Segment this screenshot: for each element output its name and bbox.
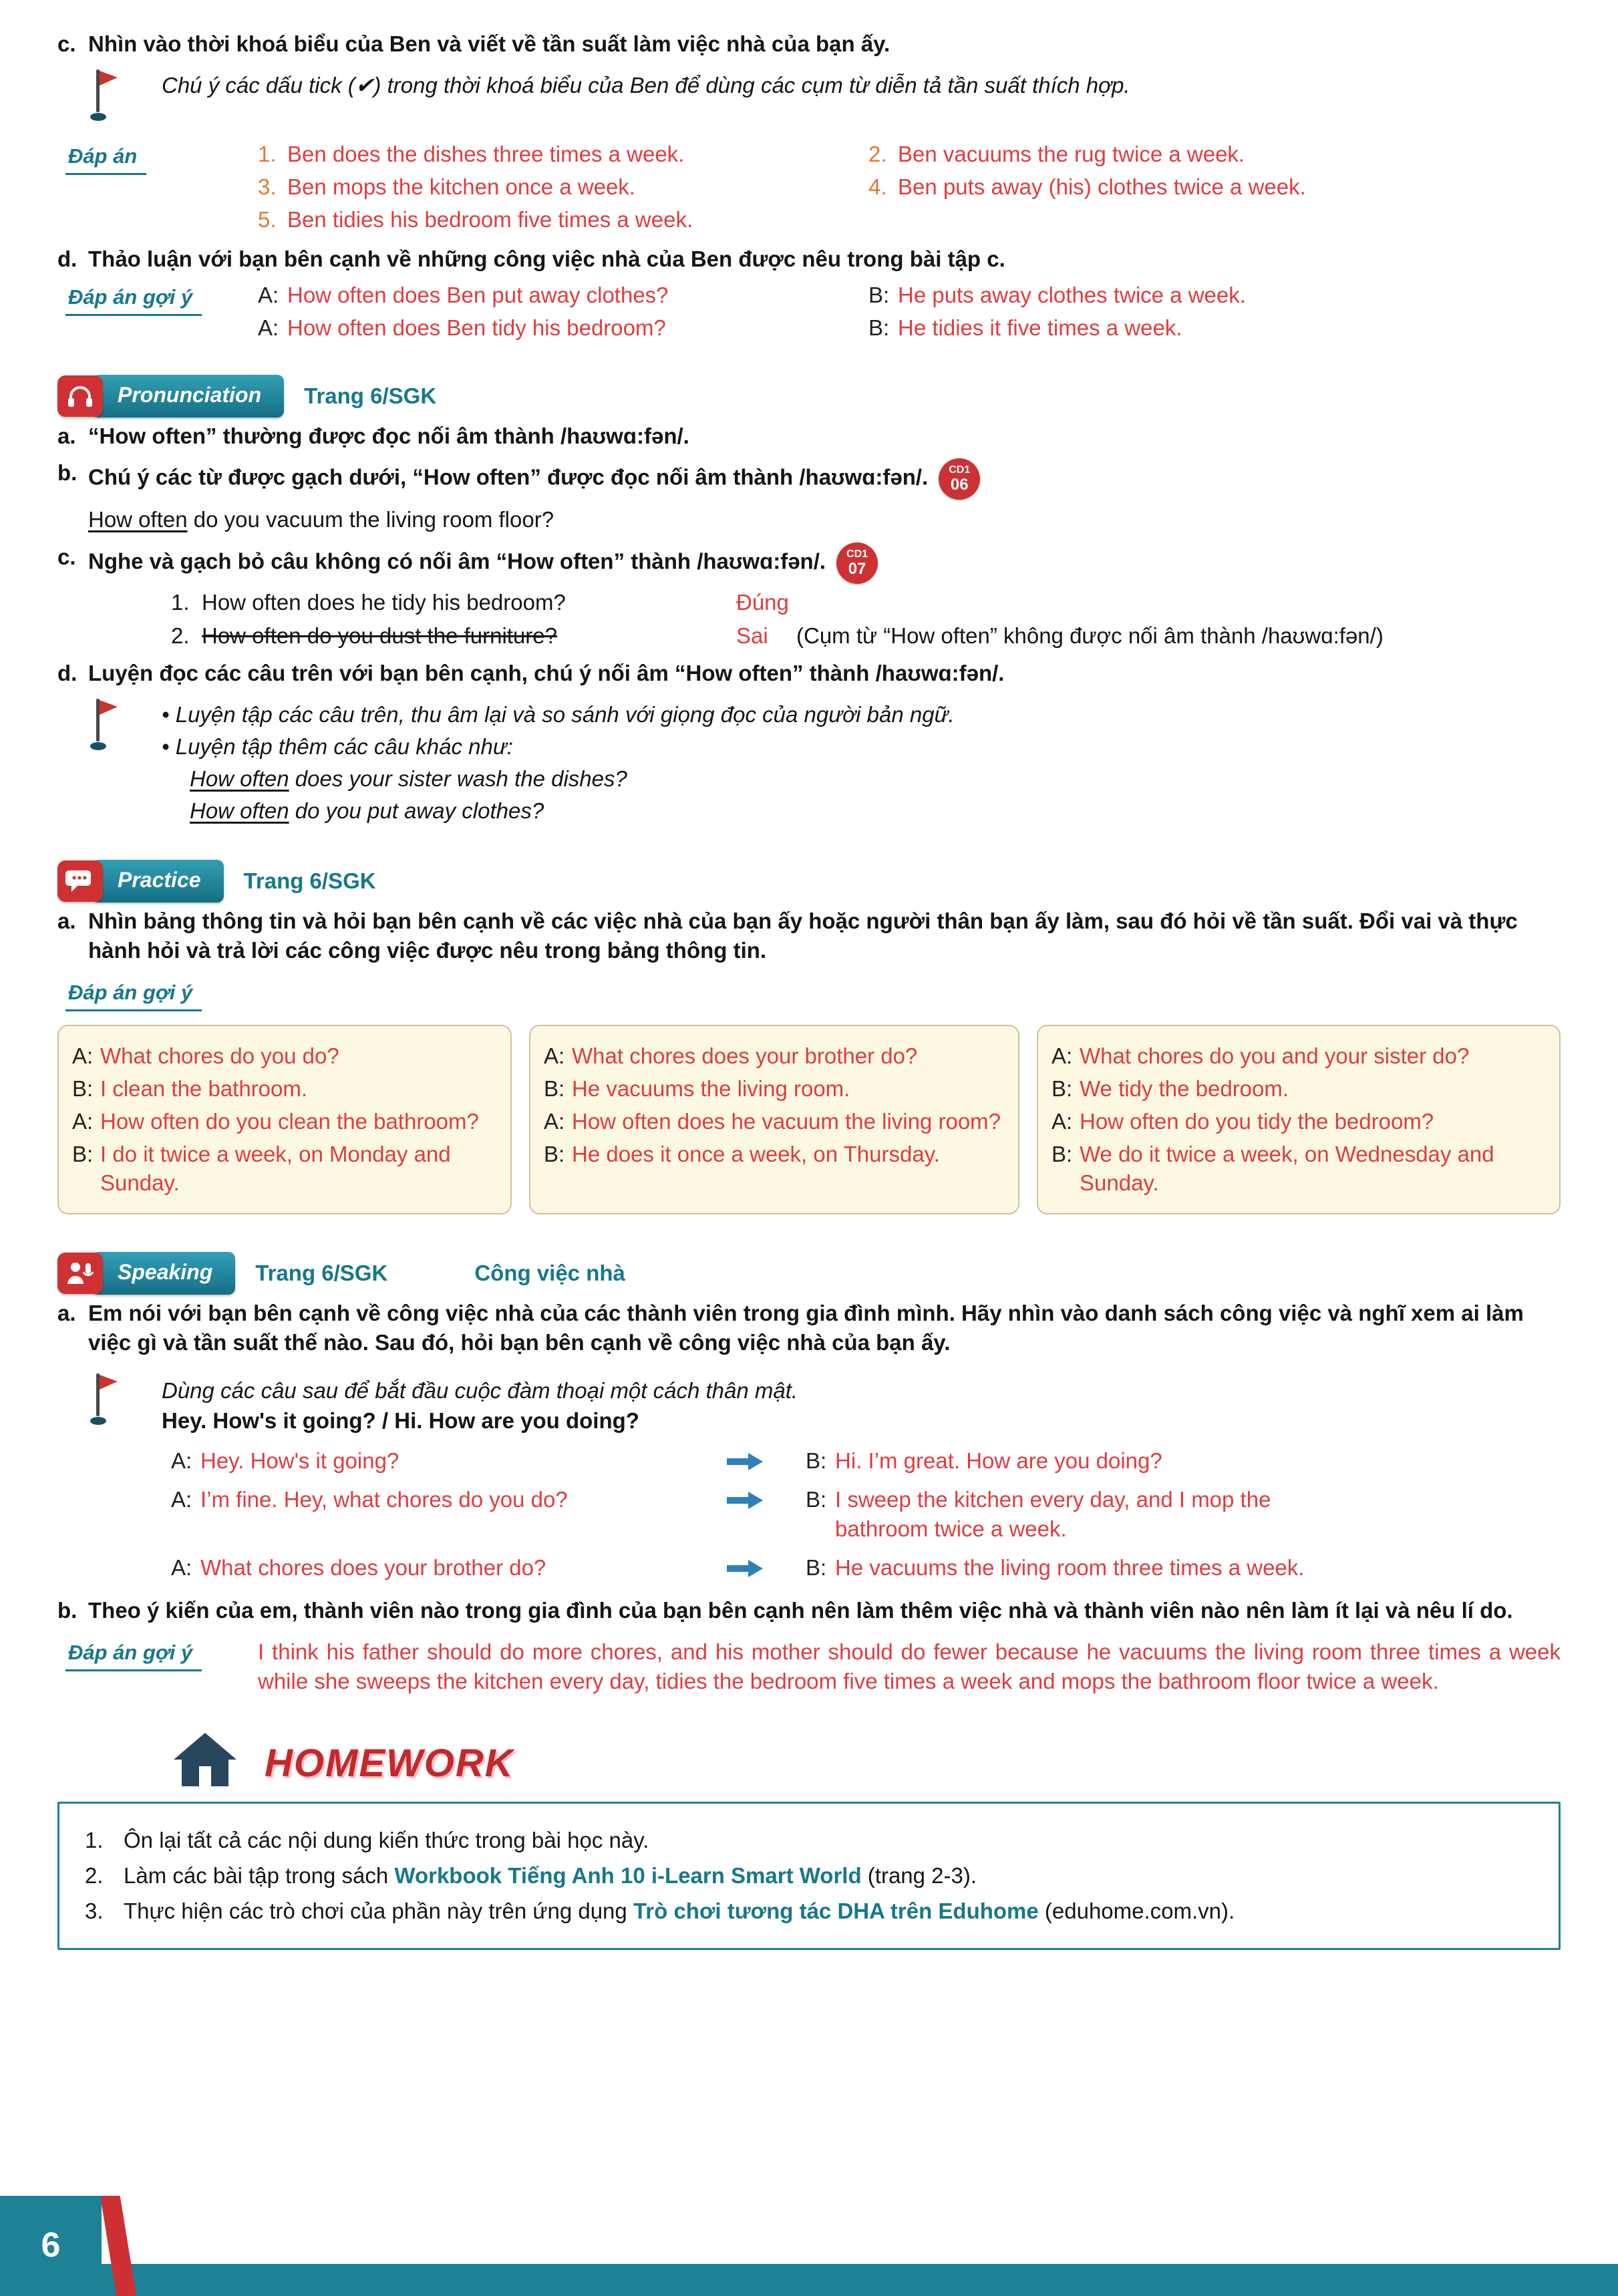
dialogue-box	[529, 1025, 1019, 1214]
suggested-answer-text: I think his father should do more chores, and his mother should do fewer because he vacuums the living room three times a week while she sweeps the kitchen every day, tidies the bedroom five times a week and mops the bathroom floor twice a week.	[258, 1639, 1561, 1693]
pron-item-c-text: Nghe và gạch bỏ câu không có nối âm “How often” thành /haʊwɑ:fən/. CD1 07	[88, 542, 1561, 584]
headphones-icon	[57, 375, 103, 417]
pron-item-b-text: Chú ý các từ được gạch dưới, “How often” được đọc nối âm thành /haʊwɑ:fən/. CD1 06	[88, 458, 1561, 500]
speaking-dialogue	[171, 1446, 1561, 1583]
homework-item: 2. Làm các bài tập trong sách Workbook Tiếng Anh 10 i-Learn Smart World (trang 2-3).	[85, 1861, 1533, 1891]
suggested-answer-label: Đáp án gợi ý	[57, 281, 258, 316]
pron-item-a: a. “How often” thường được đọc nối âm thành /haʊwɑ:fən/.	[57, 423, 689, 448]
tip-italic: Dùng các câu sau để bắt đầu cuộc đàm thoại một cách thân mật.	[162, 1377, 798, 1403]
tip-body	[162, 1369, 798, 1436]
dialogue-line: B: We do it twice a week, on Wednesday and Sunday.	[1051, 1141, 1494, 1196]
tip-example: How often does your sister wash the dishes?	[190, 766, 627, 791]
homework-item: 3. Thực hiện các trò chơi của phần này trên ứng dụng Trò chơi tương tác DHA trên Eduhome (eduhome.com.vn).	[85, 1897, 1533, 1926]
dialogue-b: B: Hi. I’m great. How are you doing?	[806, 1448, 1162, 1474]
practice-header	[57, 860, 1561, 903]
dialogue-boxes	[57, 1025, 1561, 1214]
speaking-tip	[87, 1369, 1561, 1436]
listening-item: 2. How often do you dust the furniture? Sai (Cụm từ “How often” không được nối âm thành /haʊwɑ:fən/)	[171, 621, 1561, 651]
speaking-suggested-answer	[57, 1636, 1561, 1696]
homework-header	[172, 1732, 1561, 1795]
right-arrow-icon	[725, 1446, 806, 1476]
suggested-answer-label: Đáp án gợi ý	[57, 1636, 258, 1671]
answer: B: He tidies it five times a week.	[868, 315, 1182, 341]
cd-track-icon: CD1 07	[836, 542, 878, 584]
footer-bar	[0, 2264, 1618, 2296]
dialogue-line: B: He does it once a week, on Thursday.	[544, 1141, 940, 1166]
answer-item: 4. Ben puts away (his) clothes twice a week.	[868, 174, 1306, 199]
flag-icon	[87, 65, 122, 130]
section-title: Nhìn vào thời khoá biểu của Ben và viết về tần suất làm việc nhà của bạn ấy.	[88, 31, 891, 56]
tip-example: How often do you put away clothes?	[190, 798, 544, 823]
qa-grid	[258, 281, 1561, 343]
chat-bubble-icon	[57, 860, 103, 902]
note-text: Chú ý các dấu tick (✔) trong thời khoá biểu của Ben để dùng các cụm từ diễn tả tần suất thích hợp.	[162, 72, 1130, 98]
dialogue-line: B: I clean the bathroom.	[72, 1076, 308, 1101]
pron-item-d: d. Luyện đọc các câu trên với bạn bên cạnh, chú ý nối âm “How often” thành /haʊwɑ:fən/.	[57, 661, 1005, 686]
page-reference: Trang 6/SGK	[304, 383, 437, 408]
section-d-heading	[57, 244, 1561, 274]
section-c-note	[87, 65, 1561, 130]
practice-item-a: a. Nhìn bảng thông tin và hỏi bạn bên cạnh về các việc nhà của bạn ấy hoặc người thân bạn ấy làm, sau đó hỏi về tần suất. Đổi vai và thực hành hỏi và trả lời các công việc được nêu trong bảng thông tin.	[57, 908, 1518, 963]
pron-item-b: b. Chú ý các từ được gạch dưới, “How often” được đọc nối âm thành /haʊwɑ:fən/. CD1 06	[57, 458, 1561, 500]
homework-item-text: Làm các bài tập trong sách Workbook Tiếng Anh 10 i-Learn Smart World (trang 2-3).	[124, 1863, 977, 1889]
cd-track-icon: CD1 06	[939, 458, 980, 500]
person-mic-icon	[57, 1253, 103, 1294]
dialogue-line: B: We tidy the bedroom.	[1051, 1076, 1289, 1101]
answer: B: He puts away clothes twice a week.	[868, 283, 1246, 308]
dialogue-b: B: He vacuums the living room three times a week.	[806, 1554, 1305, 1580]
answers-grid	[258, 140, 1561, 234]
section-badge: Pronunciation	[92, 375, 284, 418]
lesson-topic: Công việc nhà	[474, 1261, 625, 1286]
speaking-item-b: b. Theo ý kiến của em, thành viên nào trong gia đình của bạn bên cạnh nên làm thêm việc nhà và thành viên nào nên làm ít lại và nêu lí do.	[57, 1597, 1513, 1623]
homework-title: HOMEWORK	[265, 1742, 514, 1786]
right-arrow-icon	[725, 1485, 806, 1544]
section-c-answers	[57, 140, 1561, 234]
dialogue-box	[57, 1025, 512, 1214]
answer-item: 5. Ben tidies his bedroom five times a week.	[258, 206, 693, 232]
section-badge: Speaking	[92, 1252, 235, 1295]
dialogue-line: A: How often do you clean the bathroom?	[72, 1108, 479, 1134]
dialogue-line: A: What chores does your brother do?	[544, 1043, 918, 1068]
section-c-heading	[57, 29, 1561, 59]
suggested-answer-label: Đáp án gợi ý	[57, 977, 1561, 1011]
dialogue-line: A: How often do you tidy the bedroom?	[1051, 1108, 1434, 1134]
page-reference: Trang 6/SGK	[243, 868, 376, 894]
dialogue-line: B: He vacuums the living room.	[544, 1076, 850, 1101]
flag-icon	[87, 1369, 122, 1434]
listening-item: 1. How often does he tidy his bedroom? Đúng	[171, 590, 789, 615]
dialogue-a: A: Hey. How's it going?	[171, 1448, 399, 1474]
tip-item: • Luyện tập các câu trên, thu âm lại và so sánh với giọng đọc của người bản ngữ.	[162, 701, 955, 727]
practice-tips	[87, 695, 1561, 826]
answer-item: 1. Ben does the dishes three times a week.	[258, 141, 685, 166]
pron-item-c: c. Nghe và gạch bỏ câu không có nối âm “How often” thành /haʊwɑ:fən/. CD1 07	[57, 542, 1561, 584]
pron-example-sentence: How often do you vacuum the living room floor?	[88, 507, 554, 532]
tip-bold: Hey. How's it going? / Hi. How are you doing?	[162, 1408, 639, 1434]
question: A: How often does Ben tidy his bedroom?	[258, 315, 666, 341]
tip-item: • Luyện tập thêm các câu khác như:	[162, 733, 513, 759]
section-letter: d.	[57, 247, 77, 272]
section-letter: c.	[57, 31, 76, 56]
crossed-out-sentence: How often do you dust the furniture?	[202, 623, 557, 649]
question: A: How often does Ben put away clothes?	[258, 283, 669, 308]
dialogue-a: A: What chores does your brother do?	[171, 1554, 546, 1580]
pronunciation-header	[57, 375, 1561, 418]
dialogue-line: B: I do it twice a week, on Monday and Sunday.	[72, 1141, 451, 1196]
dialogue-line: A: How often does he vacuum the living room?	[544, 1108, 1001, 1134]
speaking-header	[57, 1252, 1561, 1295]
dialogue-box	[1037, 1025, 1561, 1214]
right-arrow-icon	[725, 1553, 806, 1583]
homework-item-text: Thực hiện các trò chơi của phần này trên ứng dụng Trò chơi tương tác DHA trên Eduhome (eduhome.com.vn).	[124, 1899, 1235, 1924]
dialogue-line: A: What chores do you do?	[72, 1043, 339, 1068]
answer-item: 2. Ben vacuums the rug twice a week.	[868, 141, 1245, 166]
tips-list	[162, 695, 955, 826]
page-number: 6	[0, 2196, 102, 2296]
homework-box	[57, 1802, 1561, 1950]
house-icon	[172, 1732, 238, 1795]
section-d-answers	[57, 281, 1561, 343]
section-title: Thảo luận với bạn bên cạnh về những công việc nhà của Ben được nêu trong bài tập c.	[88, 247, 1005, 272]
answer-key-label: Đáp án	[57, 140, 258, 175]
flag-icon	[87, 695, 122, 760]
answer-item: 3. Ben mops the kitchen once a week.	[258, 174, 635, 199]
homework-item: 1. Ôn lại tất cả các nội dung kiến thức trong bài học này.	[85, 1826, 1533, 1855]
page-reference: Trang 6/SGK	[255, 1261, 388, 1286]
homework-item-text: Ôn lại tất cả các nội dung kiến thức trong bài học này.	[124, 1828, 649, 1853]
dialogue-a: A: I’m fine. Hey, what chores do you do?	[171, 1487, 568, 1512]
dialogue-b: B: I sweep the kitchen every day, and I mop the bathroom twice a week.	[806, 1487, 1271, 1542]
speaking-item-a: a. Em nói với bạn bên cạnh về công việc nhà của các thành viên trong gia đình mình. Hãy nhìn vào danh sách công việc và nghĩ xem ai làm việc gì và tần suất thế nào. Sau đó, hỏi bạn bên cạnh về công việc nhà của bạn ấy.	[57, 1300, 1524, 1355]
section-badge: Practice	[92, 860, 224, 903]
dialogue-line: A: What chores do you and your sister do?	[1051, 1043, 1470, 1068]
